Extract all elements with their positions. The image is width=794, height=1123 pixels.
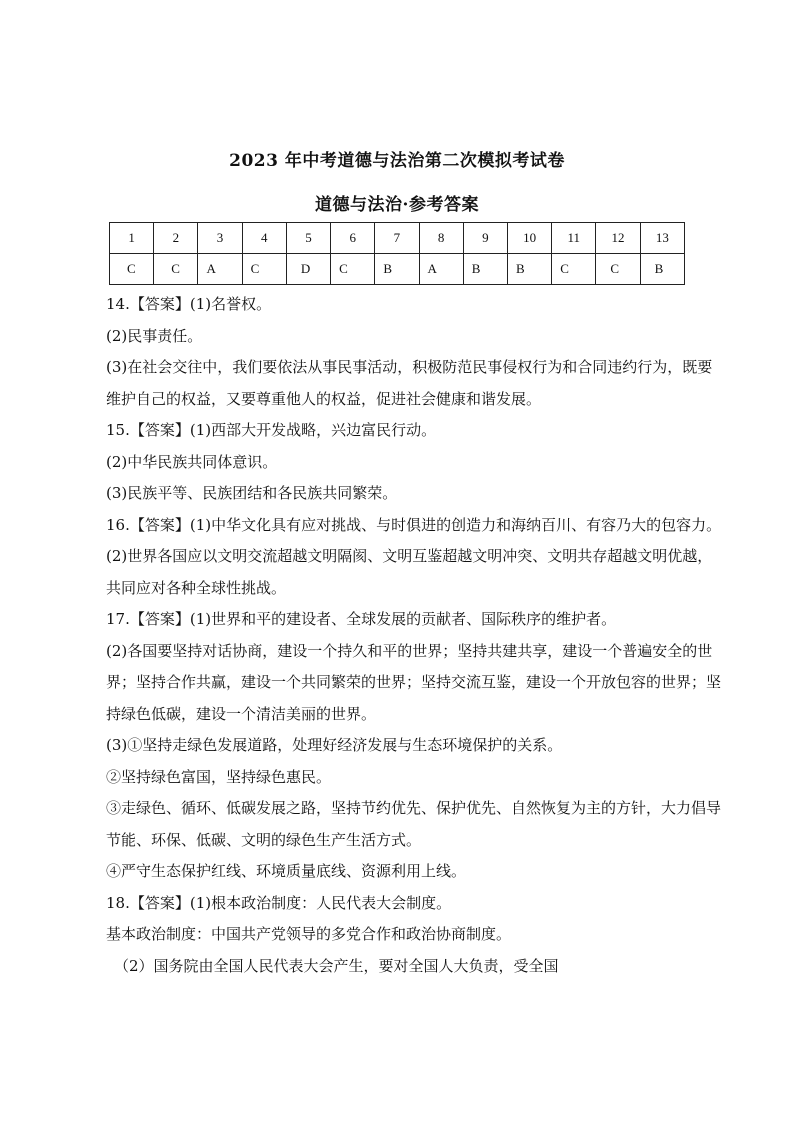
answer-line: 18.【答案】(1)根本政治制度：人民代表大会制度。 bbox=[106, 893, 452, 912]
answer-letter: C bbox=[596, 254, 640, 285]
question-number: 6 bbox=[331, 223, 375, 254]
answer-letter: D bbox=[286, 254, 330, 285]
answer-letter: C bbox=[154, 254, 198, 285]
answer-line: 节能、环保、低碳、文明的绿色生产生活方式。 bbox=[106, 830, 422, 849]
answer-line: 17.【答案】(1)世界和平的建设者、全球发展的贡献者、国际秩序的维护者。 bbox=[106, 610, 617, 628]
answer-line: (2)中华民族共同体意识。 bbox=[106, 452, 278, 471]
answer-line: 16.【答案】(1)中华文化具有应对挑战、与时俱进的创造力和海纳百川、有容乃大的包容力。 bbox=[106, 515, 722, 534]
answer-line: (2)民事责任。 bbox=[106, 326, 203, 345]
answer-line: （2）国务院由全国人民代表大会产生，要对全国人大负责，受全国 bbox=[114, 956, 559, 975]
answer-line: 基本政治制度：中国共产党领导的多党合作和政治协商制度。 bbox=[106, 925, 512, 943]
answer-line: ③走绿色、循环、低碳发展之路，坚持节约优先、保护优先、自然恢复为主的方针，大力倡导 bbox=[106, 799, 722, 817]
answer-letter: B bbox=[640, 254, 684, 285]
answer-line: (2)各国要坚持对话协商，建设一个持久和平的世界；坚持共建共享，建设一个普遍安全的世 bbox=[106, 641, 713, 660]
answer-line: (3)①坚持走绿色发展道路，处理好经济发展与生态环境保护的关系。 bbox=[106, 736, 563, 754]
answer-line: 15.【答案】(1)西部大开发战略，兴边富民行动。 bbox=[106, 421, 437, 439]
answer-body bbox=[106, 289, 726, 982]
page-title: 2023 年中考道德与法治第二次模拟考试卷 bbox=[229, 151, 565, 171]
answer-line: 维护自己的权益，又要尊重他人的权益，促进社会健康和谐发展。 bbox=[106, 389, 542, 408]
question-number: 11 bbox=[552, 223, 596, 254]
question-number: 5 bbox=[286, 223, 330, 254]
answer-line: ④严守生态保护红线、环境质量底线、资源利用上线。 bbox=[106, 862, 467, 880]
answer-letter: A bbox=[198, 254, 242, 285]
answer-line: (3)民族平等、民族团结和各民族共同繁荣。 bbox=[106, 484, 398, 502]
answer-letter: B bbox=[375, 254, 419, 285]
question-number: 2 bbox=[154, 223, 198, 254]
question-number: 12 bbox=[596, 223, 640, 254]
question-number: 8 bbox=[419, 223, 463, 254]
answer-letter: C bbox=[331, 254, 375, 285]
answer-line: 持绿色低碳，建设一个清洁美丽的世界。 bbox=[106, 704, 377, 723]
answer-letter: A bbox=[419, 254, 463, 285]
answer-line: ②坚持绿色富国，坚持绿色惠民。 bbox=[106, 767, 332, 786]
question-number: 7 bbox=[375, 223, 419, 254]
answer-line: 界；坚持合作共赢，建设一个共同繁荣的世界；坚持交流互鉴，建设一个开放包容的世界；坚 bbox=[106, 673, 722, 691]
answer-line: (3)在社会交往中，我们要依法从事民事活动，积极防范民事侵权行为和合同违约行为，既要 bbox=[106, 358, 713, 376]
answer-letter: C bbox=[242, 254, 286, 285]
answer-line: 14.【答案】(1)名誉权。 bbox=[106, 295, 272, 313]
answer-letter: C bbox=[110, 254, 154, 285]
question-number: 10 bbox=[507, 223, 551, 254]
question-number: 1 bbox=[110, 223, 154, 254]
answer-letter: B bbox=[463, 254, 507, 285]
answer-table bbox=[109, 222, 685, 285]
question-number: 3 bbox=[198, 223, 242, 254]
question-number: 9 bbox=[463, 223, 507, 254]
page-subtitle: 道德与法治·参考答案 bbox=[315, 195, 479, 215]
answer-line: 共同应对各种全球性挑战。 bbox=[106, 578, 287, 597]
answer-letter-row bbox=[110, 254, 685, 285]
answer-line: (2)世界各国应以文明交流超越文明隔阂、文明互鉴超越文明冲突、文明共存超越文明优越， bbox=[106, 547, 713, 565]
answer-letter: B bbox=[507, 254, 551, 285]
question-number: 13 bbox=[640, 223, 684, 254]
answer-letter: C bbox=[552, 254, 596, 285]
question-number-row bbox=[110, 223, 685, 254]
question-number: 4 bbox=[242, 223, 286, 254]
